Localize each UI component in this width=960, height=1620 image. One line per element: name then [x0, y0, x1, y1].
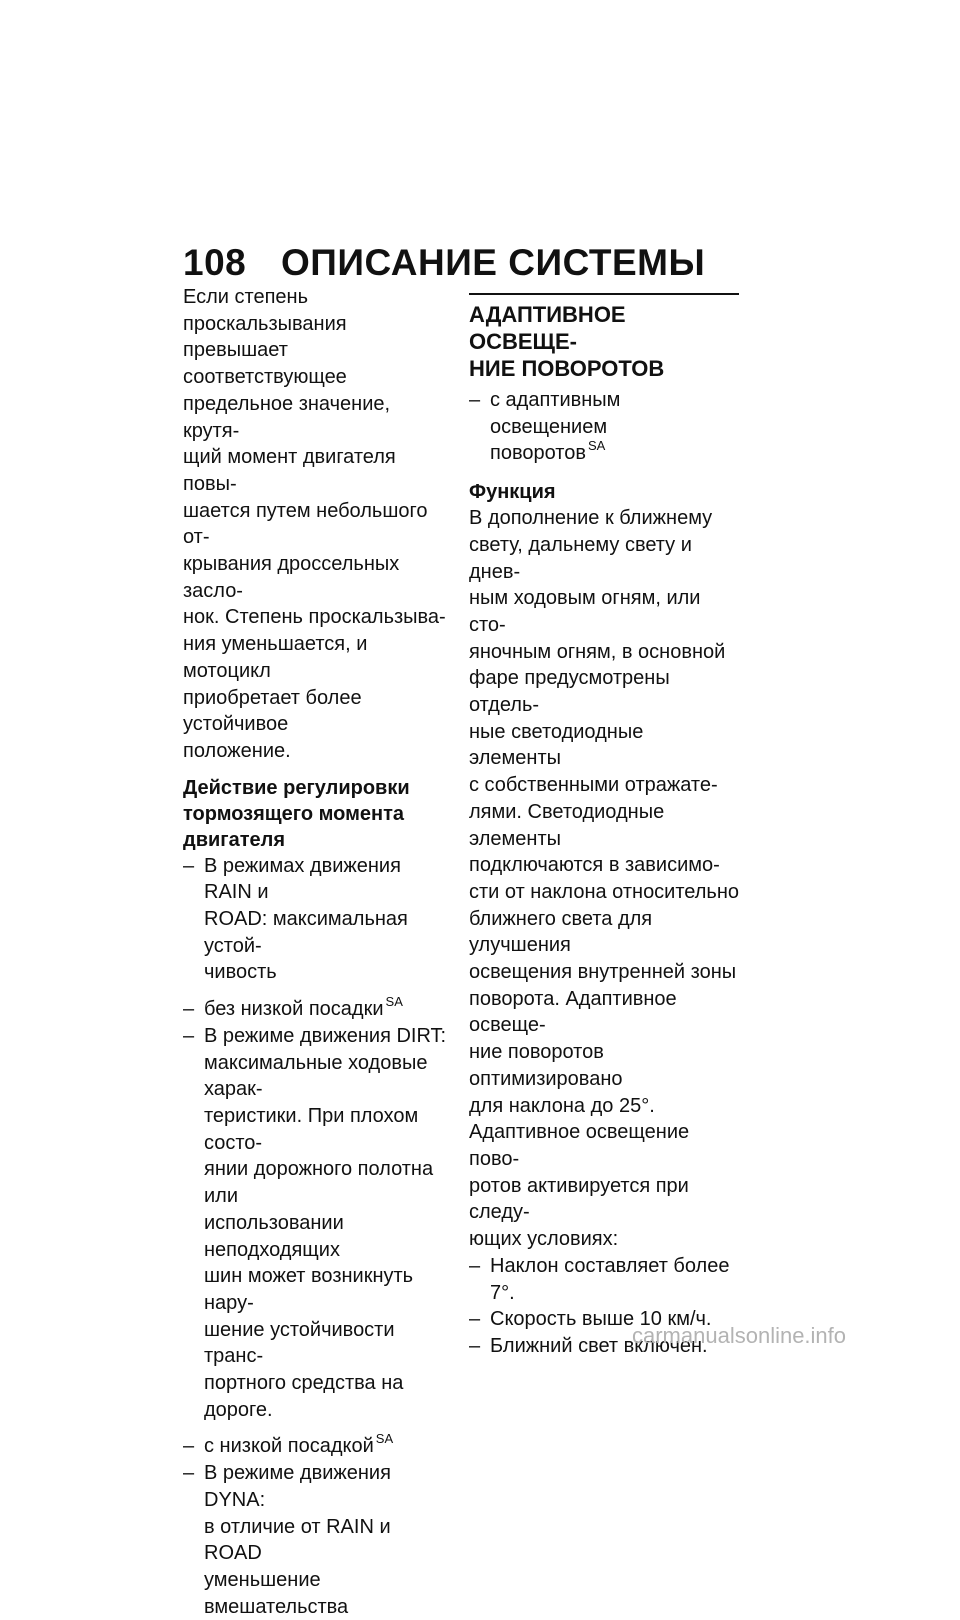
text-line: ющих условиях: [469, 1228, 619, 1251]
text-line: В режиме движения DIRT: [204, 1024, 447, 1047]
text-line: шается путем небольшого от- [183, 499, 428, 549]
text-line: Если степень проскальзывания [183, 286, 347, 335]
text-line: приобретает более устойчивое [183, 686, 362, 736]
dash-marker: – [183, 998, 195, 1021]
text-line: чивость [204, 961, 277, 984]
text-line: уменьшение вмешательства [204, 1568, 349, 1618]
text-line: ние поворотов оптимизировано [469, 1041, 623, 1090]
text-line: портного средства на дороге. [204, 1372, 404, 1421]
left-column [183, 284, 448, 1620]
section-rule [469, 293, 739, 295]
text-line: ближнего света для улучшения [469, 907, 653, 957]
text-line: ротов активируется при следу- [469, 1174, 689, 1224]
list-item [183, 1430, 448, 1460]
sa-marker: SA [375, 1430, 394, 1446]
text-line: для наклона до 25°. [469, 1094, 655, 1117]
text-line: освещения внутренней зоны [469, 961, 737, 984]
text-line: положение. [183, 739, 291, 762]
text-line: лями. Светодиодные элементы [469, 800, 665, 850]
sa-marker: SA [587, 437, 606, 453]
section-heading [183, 775, 448, 853]
list-item [183, 853, 448, 987]
heading-line: двигателя [183, 828, 286, 851]
text-line: с низкой посадкой [204, 1435, 374, 1458]
text-line: шин может возникнуть нару- [204, 1265, 414, 1314]
text-line: Адаптивное освещение пово- [469, 1121, 690, 1170]
title-line: АДАПТИВНОЕ ОСВЕЩЕ- [469, 302, 626, 354]
function-paragraph [469, 505, 739, 1119]
text-line: использовании неподходящих [204, 1211, 344, 1261]
dash-marker: – [183, 1462, 195, 1485]
text-line: максимальные ходовые харак- [204, 1051, 428, 1101]
watermark: carmanualsonline.info [632, 1323, 847, 1348]
text-line: яночным огням, в основной [469, 640, 726, 663]
text-line: предельное значение, крутя- [183, 392, 391, 442]
text-line: превышает соответствующее [183, 339, 347, 389]
text-line: поворотов [490, 442, 586, 465]
text-line: Ближний свет включен. [490, 1334, 708, 1357]
activation-paragraph [469, 1119, 739, 1253]
dash-marker: – [183, 1435, 195, 1458]
dash-marker: – [183, 1024, 195, 1047]
title-line: НИЕ ПОВОРОТОВ [469, 356, 665, 381]
section-title-adaptive-lighting [469, 301, 739, 382]
list-item [183, 993, 448, 1023]
text-line: В дополнение к ближнему [469, 507, 713, 530]
heading-line: тормозящего момента [183, 802, 405, 825]
text-line: щий момент двигателя повы- [183, 446, 396, 495]
page-header [183, 242, 705, 284]
text-line: Наклон составляет более 7°. [490, 1254, 730, 1304]
text-line: В режимах движения RAIN и [204, 854, 401, 904]
condition-item [469, 1253, 739, 1306]
heading-line: Действие регулировки [183, 776, 410, 799]
intro-paragraph [183, 284, 448, 765]
text-line: ния уменьшается, и мотоцикл [183, 633, 368, 682]
text-line: ROAD: максимальная устой- [204, 908, 408, 957]
text-line: теристики. При плохом состо- [204, 1104, 419, 1154]
text-line: поворота. Адаптивное освеще- [469, 987, 677, 1037]
right-column [469, 284, 739, 1360]
section-title: ОПИСАНИЕ СИСТЕМЫ [281, 242, 706, 283]
text-line: ным ходовым огням, или сто- [469, 587, 701, 636]
list-item [183, 1023, 448, 1424]
dash-marker: – [469, 389, 481, 411]
page-number: 108 [183, 242, 247, 283]
option-item [469, 387, 739, 467]
sa-marker: SA [385, 993, 403, 1009]
text-line: подключаются в зависимо- [469, 854, 720, 877]
dash-marker: – [469, 1334, 481, 1357]
dash-marker: – [469, 1254, 481, 1277]
list-item [183, 1460, 448, 1620]
text-line: крывания дроссельных засло- [183, 553, 400, 602]
dash-marker: – [469, 1308, 481, 1331]
text-line: с собственными отражате- [469, 774, 718, 797]
text-line: Скорость выше 10 км/ч. [490, 1308, 712, 1331]
text-line: в отличие от RAIN и ROAD [204, 1515, 391, 1565]
dash-marker: – [183, 854, 195, 877]
text-line: нок. Степень проскальзыва- [183, 606, 446, 629]
text-line: В режиме движения DYNA: [204, 1462, 391, 1511]
text-line: с адаптивным освещением [490, 389, 621, 438]
subheading-function: Функция [469, 481, 556, 504]
text-line: ные светодиодные элементы [469, 720, 644, 770]
text-line: свету, дальнему свету и днев- [469, 533, 692, 583]
text-line: без низкой посадки [204, 998, 384, 1021]
text-line: фаре предусмотрены отдель- [469, 667, 670, 717]
text-line: сти от наклона относительно [469, 880, 740, 903]
text-line: шение устойчивости транс- [204, 1318, 395, 1368]
text-line: янии дорожного полотна или [204, 1158, 434, 1208]
